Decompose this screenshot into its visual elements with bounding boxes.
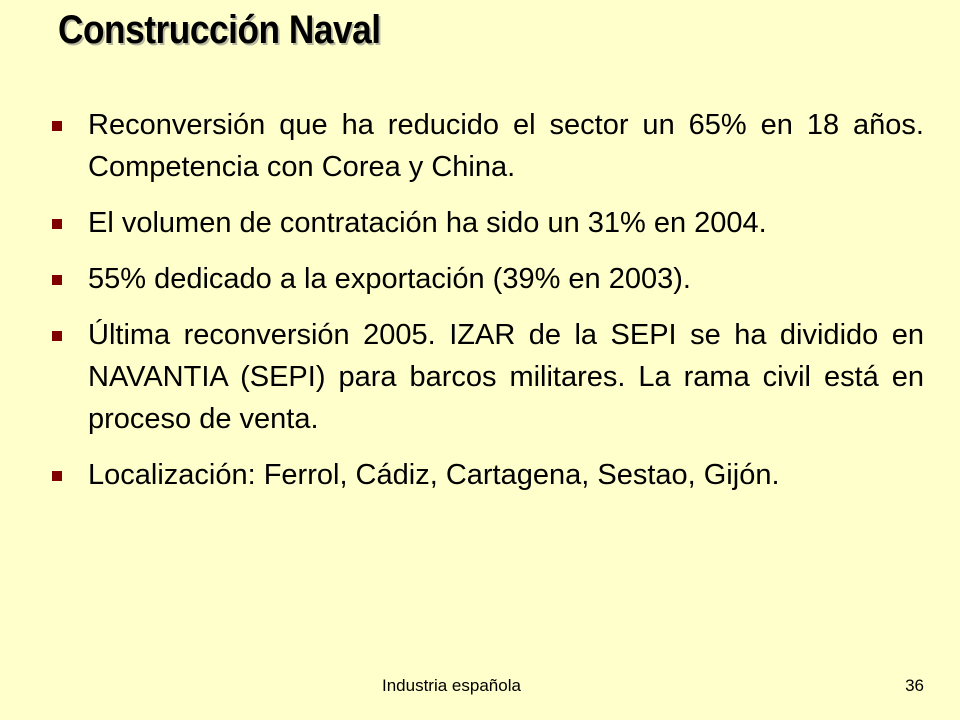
bullet-item xyxy=(52,314,924,440)
bullet-text: 55% dedicado a la exportación (39% en 2003). xyxy=(88,263,691,295)
page-number: 36 xyxy=(905,676,924,695)
slide-title: Construcción Naval xyxy=(58,8,381,52)
bullet-text: Última reconversión 2005. IZAR de la SEPI se ha dividido en NAVANTIA (SEPI) para barcos militares. La rama civil está en proceso de venta. xyxy=(88,319,924,435)
square-bullet-icon xyxy=(52,219,62,229)
bullet-text: Localización: Ferrol, Cádiz, Cartagena, Sestao, Gijón. xyxy=(88,459,780,491)
bullet-item xyxy=(52,258,924,300)
square-bullet-icon xyxy=(52,471,62,481)
bullet-item xyxy=(52,104,924,188)
square-bullet-icon xyxy=(52,275,62,285)
bullet-item xyxy=(52,454,924,496)
bullet-item xyxy=(52,202,924,244)
bullet-list xyxy=(52,104,924,510)
bullet-text: El volumen de contratación ha sido un 31% en 2004. xyxy=(88,207,767,239)
square-bullet-icon xyxy=(52,121,62,131)
square-bullet-icon xyxy=(52,331,62,341)
footer-text: Industria española xyxy=(382,676,521,695)
slide-footer xyxy=(0,676,960,700)
bullet-text: Reconversión que ha reducido el sector un 65% en 18 años. Competencia con Corea y China. xyxy=(88,109,924,183)
